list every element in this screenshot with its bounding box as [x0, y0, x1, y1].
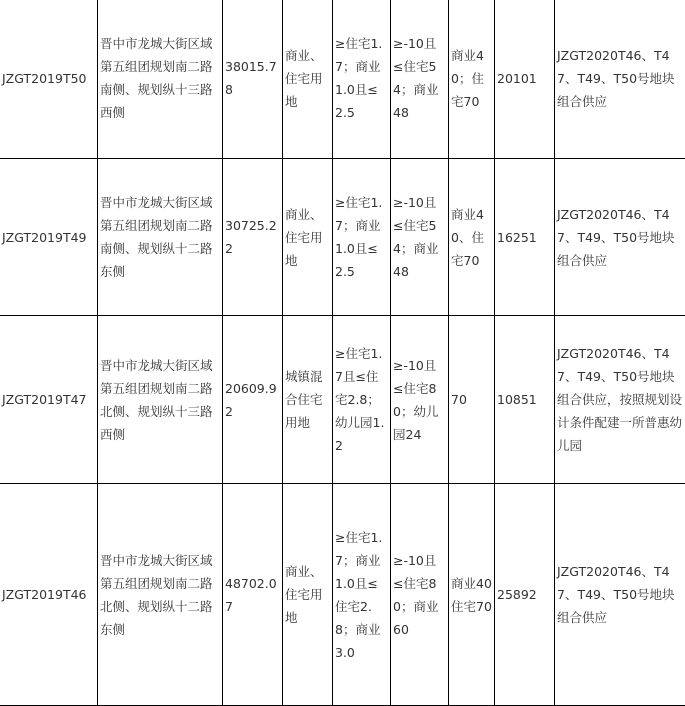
parcel-code-cell: JZGT2019T47: [0, 316, 98, 484]
location-cell: 晋中市龙城大街区域第五组团规划南二路北侧、规划纵十二路东侧: [98, 484, 223, 706]
price-cell: 25892: [495, 484, 555, 706]
table-row: [0, 316, 685, 484]
building-height-cell: ≥-10且≤住宅80；商业60: [391, 484, 449, 706]
price-cell: 10851: [495, 316, 555, 484]
parcel-code-cell: JZGT2019T49: [0, 159, 98, 316]
note-cell: JZGT2020T46、T47、T49、T50号地块组合供应: [555, 159, 685, 316]
plot-ratio-cell: ≥住宅1.7；商业1.0且≤2.5: [333, 159, 391, 316]
greening-cell: 70: [449, 316, 495, 484]
building-height-cell: ≥-10且≤住宅54；商业48: [391, 159, 449, 316]
land-use-cell: 商业、住宅用地: [283, 159, 333, 316]
building-height-cell: ≥-10且≤住宅54；商业48: [391, 0, 449, 159]
greening-cell: 商业40；住宅70: [449, 0, 495, 159]
note-cell: JZGT2020T46、T47、T49、T50号地块组合供应: [555, 0, 685, 159]
building-height-cell: ≥-10且≤住宅80；幼儿园24: [391, 316, 449, 484]
land-use-cell: 商业、住宅用地: [283, 484, 333, 706]
area-cell: 38015.78: [223, 0, 283, 159]
price-cell: 16251: [495, 159, 555, 316]
greening-cell: 商业40、住宅70: [449, 159, 495, 316]
parcel-code-cell: JZGT2019T46: [0, 484, 98, 706]
area-cell: 48702.07: [223, 484, 283, 706]
land-use-cell: 城镇混合住宅用地: [283, 316, 333, 484]
price-cell: 20101: [495, 0, 555, 159]
land-use-cell: 商业、住宅用地: [283, 0, 333, 159]
table-row: [0, 0, 685, 159]
note-cell: JZGT2020T46、T47、T49、T50号地块组合供应，按照规划设计条件配建一所普惠幼儿园: [555, 316, 685, 484]
location-cell: 晋中市龙城大街区域第五组团规划南二路南侧、规划纵十三路西侧: [98, 0, 223, 159]
greening-cell: 商业40住宅70: [449, 484, 495, 706]
location-cell: 晋中市龙城大街区域第五组团规划南二路北侧、规划纵十三路西侧: [98, 316, 223, 484]
plot-ratio-cell: ≥住宅1.7；商业1.0且≤住宅2.8；商业3.0: [333, 484, 391, 706]
location-cell: 晋中市龙城大街区域第五组团规划南二路南侧、规划纵十二路东侧: [98, 159, 223, 316]
area-cell: 20609.92: [223, 316, 283, 484]
area-cell: 30725.22: [223, 159, 283, 316]
plot-ratio-cell: ≥住宅1.7；商业1.0且≤2.5: [333, 0, 391, 159]
table-row: [0, 484, 685, 706]
parcel-code-cell: JZGT2019T50: [0, 0, 98, 159]
table-row: [0, 159, 685, 316]
plot-ratio-cell: ≥住宅1.7且≤住宅2.8；幼儿园1.2: [333, 316, 391, 484]
note-cell: JZGT2020T46、T47、T49、T50号地块组合供应: [555, 484, 685, 706]
